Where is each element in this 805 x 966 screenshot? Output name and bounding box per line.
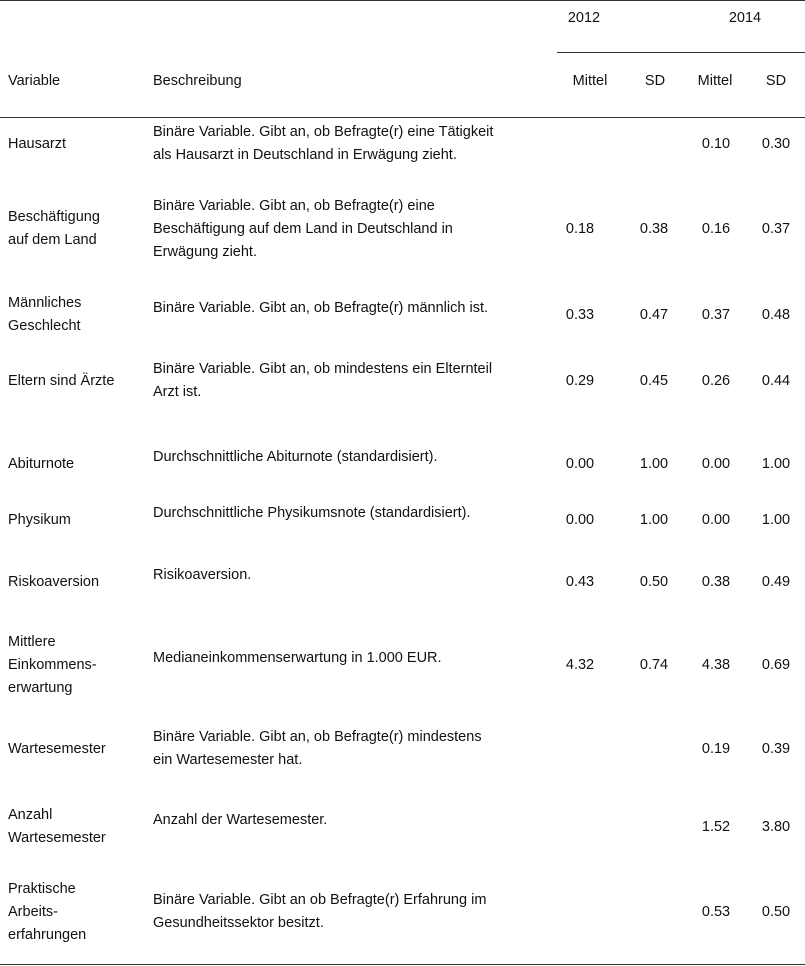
description-line: Binäre Variable. Gibt an, ob Befragte(r) eine [153,197,435,214]
sd-2012-cell: 0.45 [639,372,669,389]
variable-line: Wartesemester [8,830,106,846]
mean-2012-cell: 0.43 [565,573,595,590]
description-cell [153,195,548,264]
sd-2014-cell: 0.49 [761,573,791,590]
variable-line: Geschlecht [8,318,81,334]
sd-2012-cell: 0.38 [639,220,669,237]
variable-line: Mittlere [8,633,56,650]
description-line: Medianeinkommenserwartung in 1.000 EUR. [153,649,442,666]
description-column-header: Beschreibung [153,73,242,89]
sd-2014-column-header: SD [765,73,787,89]
sd-2012-cell: 0.47 [639,306,669,323]
variable-line: Abiturnote [8,455,75,472]
sd-2012-column-header: SD [644,73,666,89]
variable-cell [8,804,148,850]
variable-cell [8,453,148,476]
description-line: Gesundheitssektor besitzt. [153,915,324,931]
mean-2014-cell: 0.37 [701,306,731,323]
variable-line: Beschäftigung [8,209,100,225]
variable-line: Hausarzt [8,135,67,152]
variable-line: Praktische [8,880,76,897]
mean-2014-cell: 1.52 [701,818,731,835]
variable-cell [8,133,148,156]
description-line: ein Wartesemester hat. [153,752,303,768]
variable-cell [8,738,148,761]
sd-2012-cell: 0.50 [639,573,669,590]
description-line: Durchschnittliche Abiturnote (standardisiert). [153,448,438,465]
description-cell [153,726,548,772]
year-underline-rule [557,52,805,53]
description-line: Binäre Variable. Gibt an ob Befragte(r) Erfahrung im [153,892,487,908]
top-rule [0,0,805,1]
year-2014-header: 2014 [728,10,762,26]
variable-line: erfahrungen [8,926,87,943]
sd-2014-cell: 1.00 [761,511,791,528]
sd-2014-cell: 0.44 [761,372,791,389]
description-line: als Hausarzt in Deutschland in Erwägung zieht. [153,147,457,163]
mean-2012-cell: 0.00 [565,455,595,472]
sd-2012-cell: 0.74 [639,656,669,673]
description-line: Anzahl der Wartesemester. [153,811,328,828]
sd-2014-cell: 0.30 [761,135,791,152]
bottom-rule [0,964,805,965]
mean-2012-cell: 0.00 [565,511,595,528]
sd-2012-cell: 1.00 [639,455,669,472]
mean-2014-cell: 0.53 [701,903,731,920]
sd-2012-cell: 1.00 [639,511,669,528]
mean-2012-cell: 4.32 [565,656,595,673]
mean-2014-cell: 0.00 [701,455,731,472]
variable-cell [8,206,148,252]
sd-2014-cell: 0.50 [761,903,791,920]
sd-2014-cell: 1.00 [761,455,791,472]
description-cell [153,121,548,167]
variable-line: Wartesemester [8,740,106,757]
variable-line: Männliches [8,295,82,311]
mean-2014-cell: 0.00 [701,511,731,528]
variable-cell [8,571,148,594]
mean-2014-cell: 0.19 [701,740,731,757]
sd-2014-cell: 0.39 [761,740,791,757]
variable-cell [8,631,148,700]
year-2012-header: 2012 [567,10,601,26]
sd-2014-cell: 0.69 [761,656,791,673]
variable-line: Physikum [8,511,71,528]
mean-2014-cell: 0.26 [701,372,731,389]
description-cell [153,502,548,525]
description-cell [153,564,548,587]
variable-line: Arbeits- [8,903,58,920]
mean-2014-cell: 0.16 [701,220,731,237]
description-cell [153,297,548,320]
mean-2012-column-header: Mittel [572,73,608,89]
description-cell [153,358,548,404]
description-cell [153,446,548,469]
sd-2014-cell: 0.48 [761,306,791,323]
mean-2014-cell: 0.38 [701,573,731,590]
description-cell [153,809,548,832]
variable-cell [8,878,148,947]
mean-2012-cell: 0.18 [565,220,595,237]
mean-2014-column-header: Mittel [697,73,733,89]
variable-line: auf dem Land [8,232,97,248]
header-bottom-rule [0,117,805,118]
description-line: Erwägung zieht. [153,243,257,260]
description-line: Risikoaversion. [153,566,252,583]
description-line: Durchschnittliche Physikumsnote (standardisiert). [153,504,471,521]
mean-2012-cell: 0.29 [565,372,595,389]
description-cell [153,647,548,670]
description-line: Binäre Variable. Gibt an, ob mindestens ein Elternteil [153,361,493,377]
description-line: Binäre Variable. Gibt an, ob Befragte(r) eine Tätigkeit [153,124,494,140]
variable-line: erwartung [8,679,73,696]
sd-2014-cell: 3.80 [761,818,791,835]
description-line: Beschäftigung auf dem Land in Deutschland in [153,220,453,237]
variable-cell [8,370,148,393]
variable-line: Anzahl [8,807,53,823]
sd-2014-cell: 0.37 [761,220,791,237]
description-line: Arzt ist. [153,384,202,400]
variable-column-header: Variable [8,73,61,89]
variable-line: Eltern sind Ärzte [8,372,115,389]
description-line: Binäre Variable. Gibt an, ob Befragte(r) männlich ist. [153,299,489,316]
mean-2014-cell: 0.10 [701,135,731,152]
description-cell [153,889,548,935]
mean-2014-cell: 4.38 [701,656,731,673]
mean-2012-cell: 0.33 [565,306,595,323]
variable-line: Einkommens- [8,656,97,673]
variable-cell [8,509,148,532]
variable-line: Riskoaversion [8,573,100,590]
description-line: Binäre Variable. Gibt an, ob Befragte(r) mindestens [153,729,482,745]
variable-cell [8,292,148,338]
